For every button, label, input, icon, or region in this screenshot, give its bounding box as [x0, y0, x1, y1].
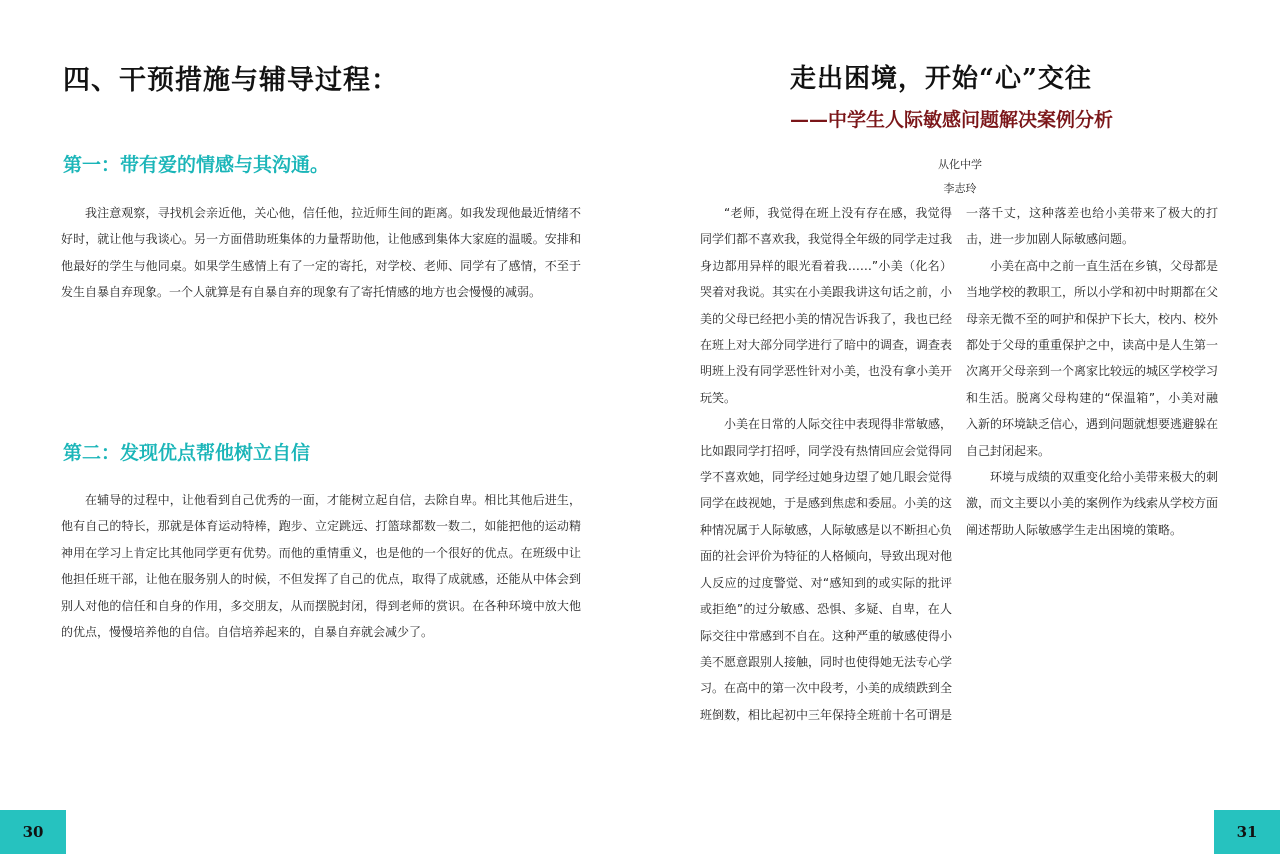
text-column-left: [700, 200, 952, 740]
paragraph: “老师，我觉得在班上没有存在感，我觉得同学们都不喜欢我，我觉得全年级的同学走过我身边都用异样的眼光看着我……”小美（化名）哭着对我说。其实在小美跟我讲这句话之前，小美的父母已经把小美的情况告诉我了，我也已经在班上对大部分同学进行了暗中的调查，调查表明班上没有同学恶性针对小美，也没有拿小美开玩笑。: [700, 206, 952, 405]
subsection-title-1: 第一：带有爱的情感与其沟通。: [63, 154, 330, 176]
article-title: 走出困境，开始“心”交往: [790, 64, 1092, 94]
subsection-text-1: [61, 200, 581, 306]
paragraph: 在辅导的过程中，让他看到自己优秀的一面，才能树立起自信，去除自卑。相比其他后进生，他有自己的特长，那就是体育运动特棒，跑步、立定跳远、打篮球都数一数二，如能把他的运动精神用在学习上肯定比其他同学更有优势。而他的重情重义，也是他的一个很好的优点。在班级中让他担任班干部，让他在服务别人的时候，不但发挥了自己的优点，取得了成就感，还能从中体会到别人对他的信任和自身的作用，多交朋友，从而摆脱封闭，得到老师的赏识。在各种环境中放大他的优点，慢慢培养他的自信。自信培养起来的，自暴自弃就会减少了。: [61, 493, 581, 640]
paragraph: 小美在高中之前一直生活在乡镇，父母都是当地学校的教职工，所以小学和初中时期都在父母亲无微不至的呵护和保护下长大，校内、校外都处于父母的重重保护之中，读高中是人生第一次离开父母亲到一个离家比较远的城区学校学习和生活。脱离父母构建的“保温箱”，小美对融入新的环境缺乏信心，遇到问题就想要逃避躲在自己封闭起来。: [966, 258, 1219, 458]
author-name: 李志玲: [943, 182, 977, 195]
paragraph: 我注意观察，寻找机会亲近他，关心他，信任他，拉近师生间的距离。如我发现他最近情绪不好时，就让他与我谈心。另一方面借助班集体的力量帮助他，让他感到集体大家庭的温暖。安排和他最好的学生与他同桌。如果学生感情上有了一定的寄托，对学校、老师、同学有了感情，不至于发生自暴自弃现象。一个人就算是有自暴自弃的现象有了寄托情感的地方也会慢慢的减弱。: [61, 206, 581, 300]
paragraph: 小美在日常的人际交往中表现得非常敏感，比如跟同学打招呼，同学没有热情回应会觉得同学不喜欢她，同学经过她身边望了她几眼会觉得同学在歧视她，于是感到焦虑和委屈。小美的这种情况属于人际敏感，人际敏感是以不断担心负面的社会评价为特征的人格倾向，导致出现对他人反应的过度警觉、对“感知到的或实际的批评或拒绝”的过分敏感、恐惧、多疑、自卑，在人际交往中常感到不自在。这种严重的敏感使得小美不愿意跟别人接触，同时也使得她无法专心学习。在高中的第一次中段考，小美的成绩跌到全班倒数，相比起初中三年保持全班前十名可谓是: [700, 417, 952, 722]
page-number-left: 30: [0, 810, 66, 854]
right-page: [640, 0, 1280, 854]
article-subtitle: ——中学生人际敏感问题解决案例分析: [790, 109, 1114, 131]
paragraph: 环境与成绩的双重变化给小美带来极大的刺激，而文主要以小美的案例作为线索从学校方面阐述帮助人际敏感学生走出困境的策略。: [966, 470, 1219, 537]
text-column-right: [966, 200, 1218, 543]
school-name: 从化中学: [938, 158, 982, 171]
page-number-right: 31: [1214, 810, 1280, 854]
subsection-text-2: [61, 487, 581, 645]
section-title: 四、干预措施与辅导过程：: [63, 65, 399, 96]
subsection-title-2: 第二：发现优点帮他树立自信: [63, 442, 311, 464]
paragraph: 一落千丈，这种落差也给小美带来了极大的打击，进一步加剧人际敏感问题。: [966, 206, 1218, 247]
